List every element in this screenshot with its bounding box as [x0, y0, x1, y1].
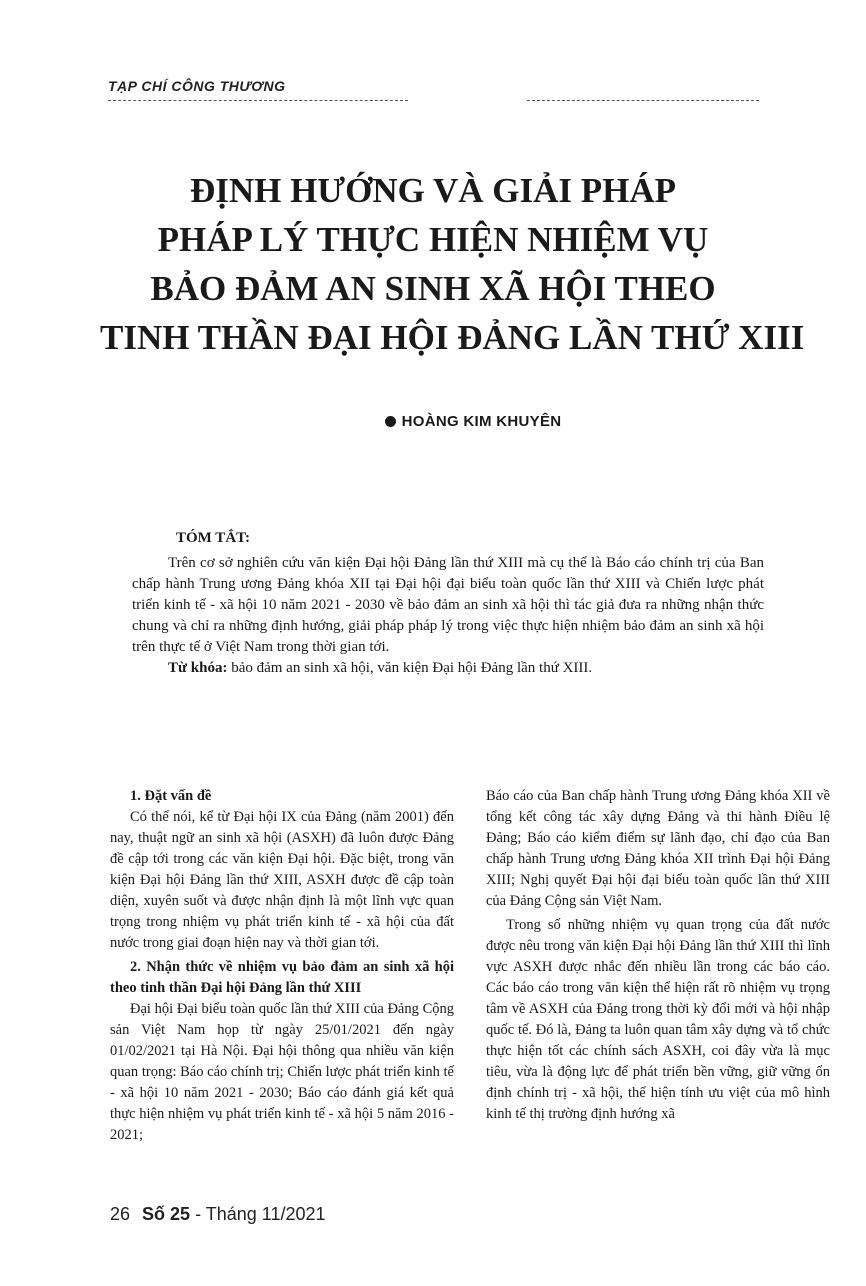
- section-heading: 2. Nhận thức về nhiệm vụ bảo đảm an sinh xã hội theo tinh thần Đại hội Đảng lần thứ XIII: [110, 959, 454, 996]
- body-column-right: [486, 786, 830, 1128]
- header-rule-right: [527, 100, 759, 101]
- journal-name: TẠP CHÍ CÔNG THƯƠNG: [108, 78, 286, 94]
- section-heading: 1. Đặt vấn đề: [130, 788, 212, 804]
- issue-number: Số 25: [142, 1204, 191, 1224]
- title-line: BẢO ĐẢM AN SINH XÃ HỘI THEO: [150, 269, 716, 308]
- page-number: 26: [110, 1204, 131, 1224]
- paragraph: Đại hội Đại biểu toàn quốc lần thứ XIII của Đảng Cộng sản Việt Nam họp từ ngày 25/01/2021 đến ngày 01/02/2021 tại Hà Nội. Đại hội thông qua nhiều văn kiện quan trọng: Báo cáo chính trị; Chiến lược phát triển kinh tế - xã hội 10 năm 2021 - 2030; Báo cáo đánh giá kết quả thực hiện nhiệm vụ phát triển kinh tế - xã hội 5 năm 2016 - 2021;: [110, 1001, 454, 1143]
- issue-date: - Tháng 11/2021: [190, 1204, 326, 1224]
- keywords-label: Từ khóa:: [168, 660, 228, 676]
- paragraph: Báo cáo của Ban chấp hành Trung ương Đảng khóa XII về tổng kết công tác xây dựng Đảng và thi hành Điều lệ Đảng; Báo cáo kiểm điểm sự lãnh đạo, chỉ đạo của Ban chấp hành Trung ương Đảng khóa XII trình Đại hội Đảng XIII; Nghị quyết Đại hội đại biểu toàn quốc lần thứ XIII của Đảng Cộng sản Việt Nam.: [486, 788, 830, 909]
- bullet-icon: [385, 416, 396, 427]
- abstract-heading: TÓM TẮT:: [176, 530, 251, 546]
- keywords: [168, 658, 764, 679]
- body-column-left: [110, 786, 454, 1149]
- author-line: [0, 413, 866, 430]
- abstract-text: Trên cơ sở nghiên cứu văn kiện Đại hội Đảng lần thứ XIII mà cụ thể là Báo cáo chính trị của Ban chấp hành Trung ương Đảng khóa XII tại Đại hội đại biểu toàn quốc lần thứ XIII và Chiến lược phát triển kinh tế - xã hội 10 năm 2021 - 2030 về bảo đảm an sinh xã hội thì tác giả đưa ra những nhận thức chung và chỉ ra những định hướng, giải pháp pháp lý trong việc thực hiện nhiệm bảo đảm an sinh xã hội trên thực tế ở Việt Nam trong thời gian tới.: [132, 555, 764, 655]
- title-line: PHÁP LÝ THỰC HIỆN NHIỆM VỤ: [157, 220, 709, 259]
- paragraph: Có thể nói, kể từ Đại hội IX của Đảng (năm 2001) đến nay, thuật ngữ an sinh xã hội (ASXH) đã luôn được Đảng đề cập tới trong các văn kiện Đại hội. Đặc biệt, trong văn kiện Đại hội Đảng lần thứ XIII, ASXH được đề cập toàn diện, xuyên suốt và được nhận định là một lĩnh vực quan trọng trong nhiệm vụ phát triển kinh tế - xã hội của đất nước trong giai đoạn hiện nay và thời gian tới.: [110, 809, 454, 951]
- abstract: [132, 528, 764, 679]
- author-name: HOÀNG KIM KHUYÊN: [401, 413, 562, 430]
- header-rule-left: [108, 100, 408, 101]
- article-title: [100, 166, 805, 362]
- title-line: ĐỊNH HƯỚNG VÀ GIẢI PHÁP: [189, 171, 677, 210]
- paragraph: Trong số những nhiệm vụ quan trọng của đất nước được nêu trong văn kiện Đại hội Đảng lần thứ XIII thì lĩnh vực ASXH được nhắc đến nhiều lần trong các báo cáo. Các báo cáo trong văn kiện thể hiện rất rõ nhiệm vụ trọng tâm về ASXH của Đảng trong thời kỳ đổi mới và hội nhập quốc tế. Đó là, Đảng ta luôn quan tâm xây dựng và tổ chức thực hiện tốt các chính sách ASXH, coi đây vừa là mục tiêu, vừa là động lực để phát triển bền vững, giữ vững ổn định chính trị - xã hội, thể hiện tính ưu việt của mô hình kinh tế thị trường định hướng xã: [486, 917, 830, 1122]
- title-line: TINH THẦN ĐẠI HỘI ĐẢNG LẦN THỨ XIII: [100, 318, 805, 357]
- keywords-text: bảo đảm an sinh xã hội, văn kiện Đại hội Đảng lần thứ XIII.: [227, 660, 593, 676]
- page-footer: [110, 1204, 326, 1225]
